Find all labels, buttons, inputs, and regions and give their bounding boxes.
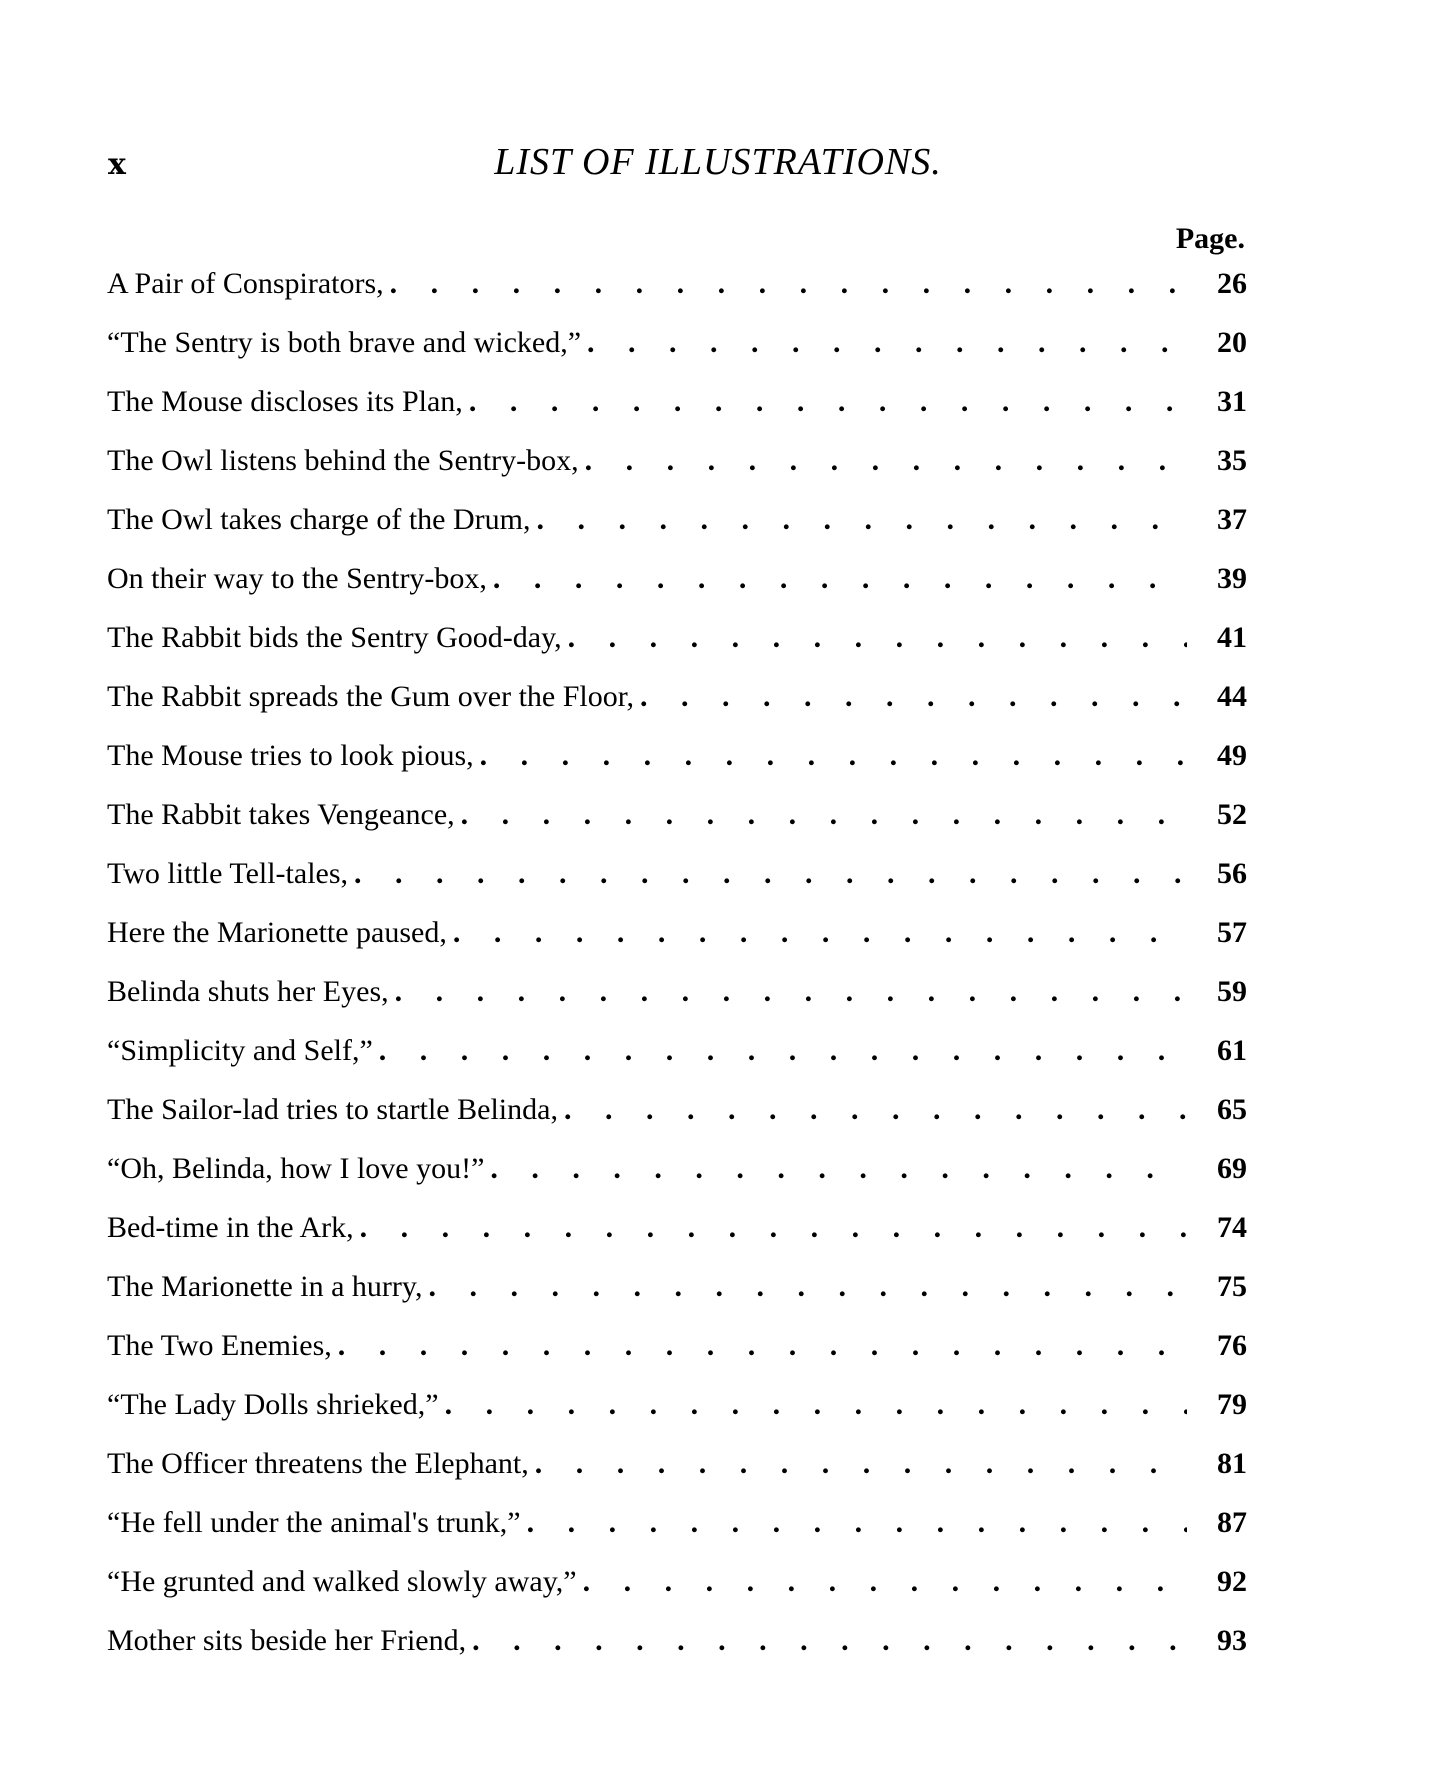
illustration-page: 20 xyxy=(1217,326,1247,359)
list-item xyxy=(107,1552,1247,1611)
list-item xyxy=(107,1198,1247,1257)
illustration-page: 41 xyxy=(1217,621,1247,654)
dot-leader xyxy=(583,1552,1187,1611)
page-number: x xyxy=(108,147,126,182)
list-item xyxy=(107,785,1247,844)
illustration-title: The Rabbit bids the Sentry Good-day, xyxy=(107,621,562,654)
dot-leader xyxy=(395,962,1187,1021)
illustration-title: Mother sits beside her Friend, xyxy=(107,1624,467,1657)
list-item xyxy=(107,1139,1247,1198)
illustration-page: 37 xyxy=(1217,503,1247,536)
illustration-title: The Marionette in a hurry, xyxy=(107,1270,423,1303)
list-item xyxy=(107,1021,1247,1080)
illustration-page: 76 xyxy=(1217,1329,1247,1362)
list-item xyxy=(107,1257,1247,1316)
illustration-title: “Oh, Belinda, how I love you!” xyxy=(107,1152,485,1185)
dot-leader xyxy=(640,667,1187,726)
list-item xyxy=(107,844,1247,903)
dot-leader xyxy=(453,903,1187,962)
list-item xyxy=(107,1611,1247,1670)
list-item xyxy=(107,549,1247,608)
illustration-page: 74 xyxy=(1217,1211,1247,1244)
illustration-title: “The Sentry is both brave and wicked,” xyxy=(107,326,582,359)
illustration-title: The Rabbit takes Vengeance, xyxy=(107,798,455,831)
illustration-title: The Mouse tries to look pious, xyxy=(107,739,474,772)
list-item xyxy=(107,608,1247,667)
illustration-title: Two little Tell-tales, xyxy=(107,857,349,890)
list-item xyxy=(107,1434,1247,1493)
illustration-title: The Two Enemies, xyxy=(107,1329,332,1362)
illustration-page: 49 xyxy=(1217,739,1247,772)
dot-leader xyxy=(585,431,1187,490)
list-item xyxy=(107,1080,1247,1139)
illustration-title: The Officer threatens the Elephant, xyxy=(107,1447,529,1480)
dot-leader xyxy=(564,1080,1187,1139)
illustration-page: 65 xyxy=(1217,1093,1247,1126)
list-item xyxy=(107,1493,1247,1552)
illustration-title: The Owl listens behind the Sentry-box, xyxy=(107,444,579,477)
illustration-page: 69 xyxy=(1217,1152,1247,1185)
illustration-page: 35 xyxy=(1217,444,1247,477)
illustration-page: 87 xyxy=(1217,1506,1247,1539)
dot-leader xyxy=(461,785,1187,844)
list-item xyxy=(107,667,1247,726)
illustration-title: Bed-time in the Ark, xyxy=(107,1211,354,1244)
dot-leader xyxy=(428,1257,1187,1316)
list-item xyxy=(107,903,1247,962)
dot-leader xyxy=(480,726,1187,785)
dot-leader xyxy=(354,844,1187,903)
page-heading: LIST OF ILLUSTRATIONS. xyxy=(494,141,942,183)
illustration-page: 44 xyxy=(1217,680,1247,713)
illustration-title: Belinda shuts her Eyes, xyxy=(107,975,389,1008)
illustration-page: 93 xyxy=(1217,1624,1247,1657)
dot-leader xyxy=(536,490,1187,549)
list-item xyxy=(107,726,1247,785)
dot-leader xyxy=(472,1611,1187,1670)
list-item xyxy=(107,1375,1247,1434)
illustration-page: 39 xyxy=(1217,562,1247,595)
illustration-title: The Owl takes charge of the Drum, xyxy=(107,503,531,536)
illustration-title: Here the Marionette paused, xyxy=(107,916,447,949)
dot-leader xyxy=(390,254,1187,313)
illustration-page: 56 xyxy=(1217,857,1247,890)
list-item xyxy=(107,490,1247,549)
illustration-page: 31 xyxy=(1217,385,1247,418)
illustration-page: 92 xyxy=(1217,1565,1247,1598)
dot-leader xyxy=(535,1434,1187,1493)
list-item xyxy=(107,313,1247,372)
illustration-title: A Pair of Conspirators, xyxy=(107,267,384,300)
list-item xyxy=(107,1316,1247,1375)
illustration-title: “Simplicity and Self,” xyxy=(107,1034,373,1067)
illustration-page: 79 xyxy=(1217,1388,1247,1421)
illustration-page: 52 xyxy=(1217,798,1247,831)
illustrations-list xyxy=(107,254,1247,1670)
list-item xyxy=(107,962,1247,1021)
illustration-title: The Rabbit spreads the Gum over the Floor, xyxy=(107,680,635,713)
dot-leader xyxy=(587,313,1187,372)
list-item xyxy=(107,372,1247,431)
illustration-title: On their way to the Sentry-box, xyxy=(107,562,487,595)
illustration-title: “The Lady Dolls shrieked,” xyxy=(107,1388,439,1421)
dot-leader xyxy=(379,1021,1187,1080)
illustration-page: 26 xyxy=(1217,267,1247,300)
illustration-page: 57 xyxy=(1217,916,1247,949)
list-item xyxy=(107,431,1247,490)
dot-leader xyxy=(360,1198,1187,1257)
page-column-header: Page. xyxy=(1175,222,1245,255)
dot-leader xyxy=(445,1375,1187,1434)
illustration-page: 61 xyxy=(1217,1034,1247,1067)
illustration-title: The Sailor-lad tries to startle Belinda, xyxy=(107,1093,558,1126)
illustration-title: The Mouse discloses its Plan, xyxy=(107,385,463,418)
dot-leader xyxy=(568,608,1187,667)
illustration-page: 81 xyxy=(1217,1447,1247,1480)
dot-leader xyxy=(338,1316,1187,1375)
illustration-title: “He fell under the animal's trunk,” xyxy=(107,1506,521,1539)
dot-leader xyxy=(490,1139,1187,1198)
illustration-page: 75 xyxy=(1217,1270,1247,1303)
dot-leader xyxy=(527,1493,1187,1552)
illustration-title: “He grunted and walked slowly away,” xyxy=(107,1565,577,1598)
dot-leader xyxy=(493,549,1187,608)
illustration-page: 59 xyxy=(1217,975,1247,1008)
dot-leader xyxy=(469,372,1187,431)
list-item xyxy=(107,254,1247,313)
